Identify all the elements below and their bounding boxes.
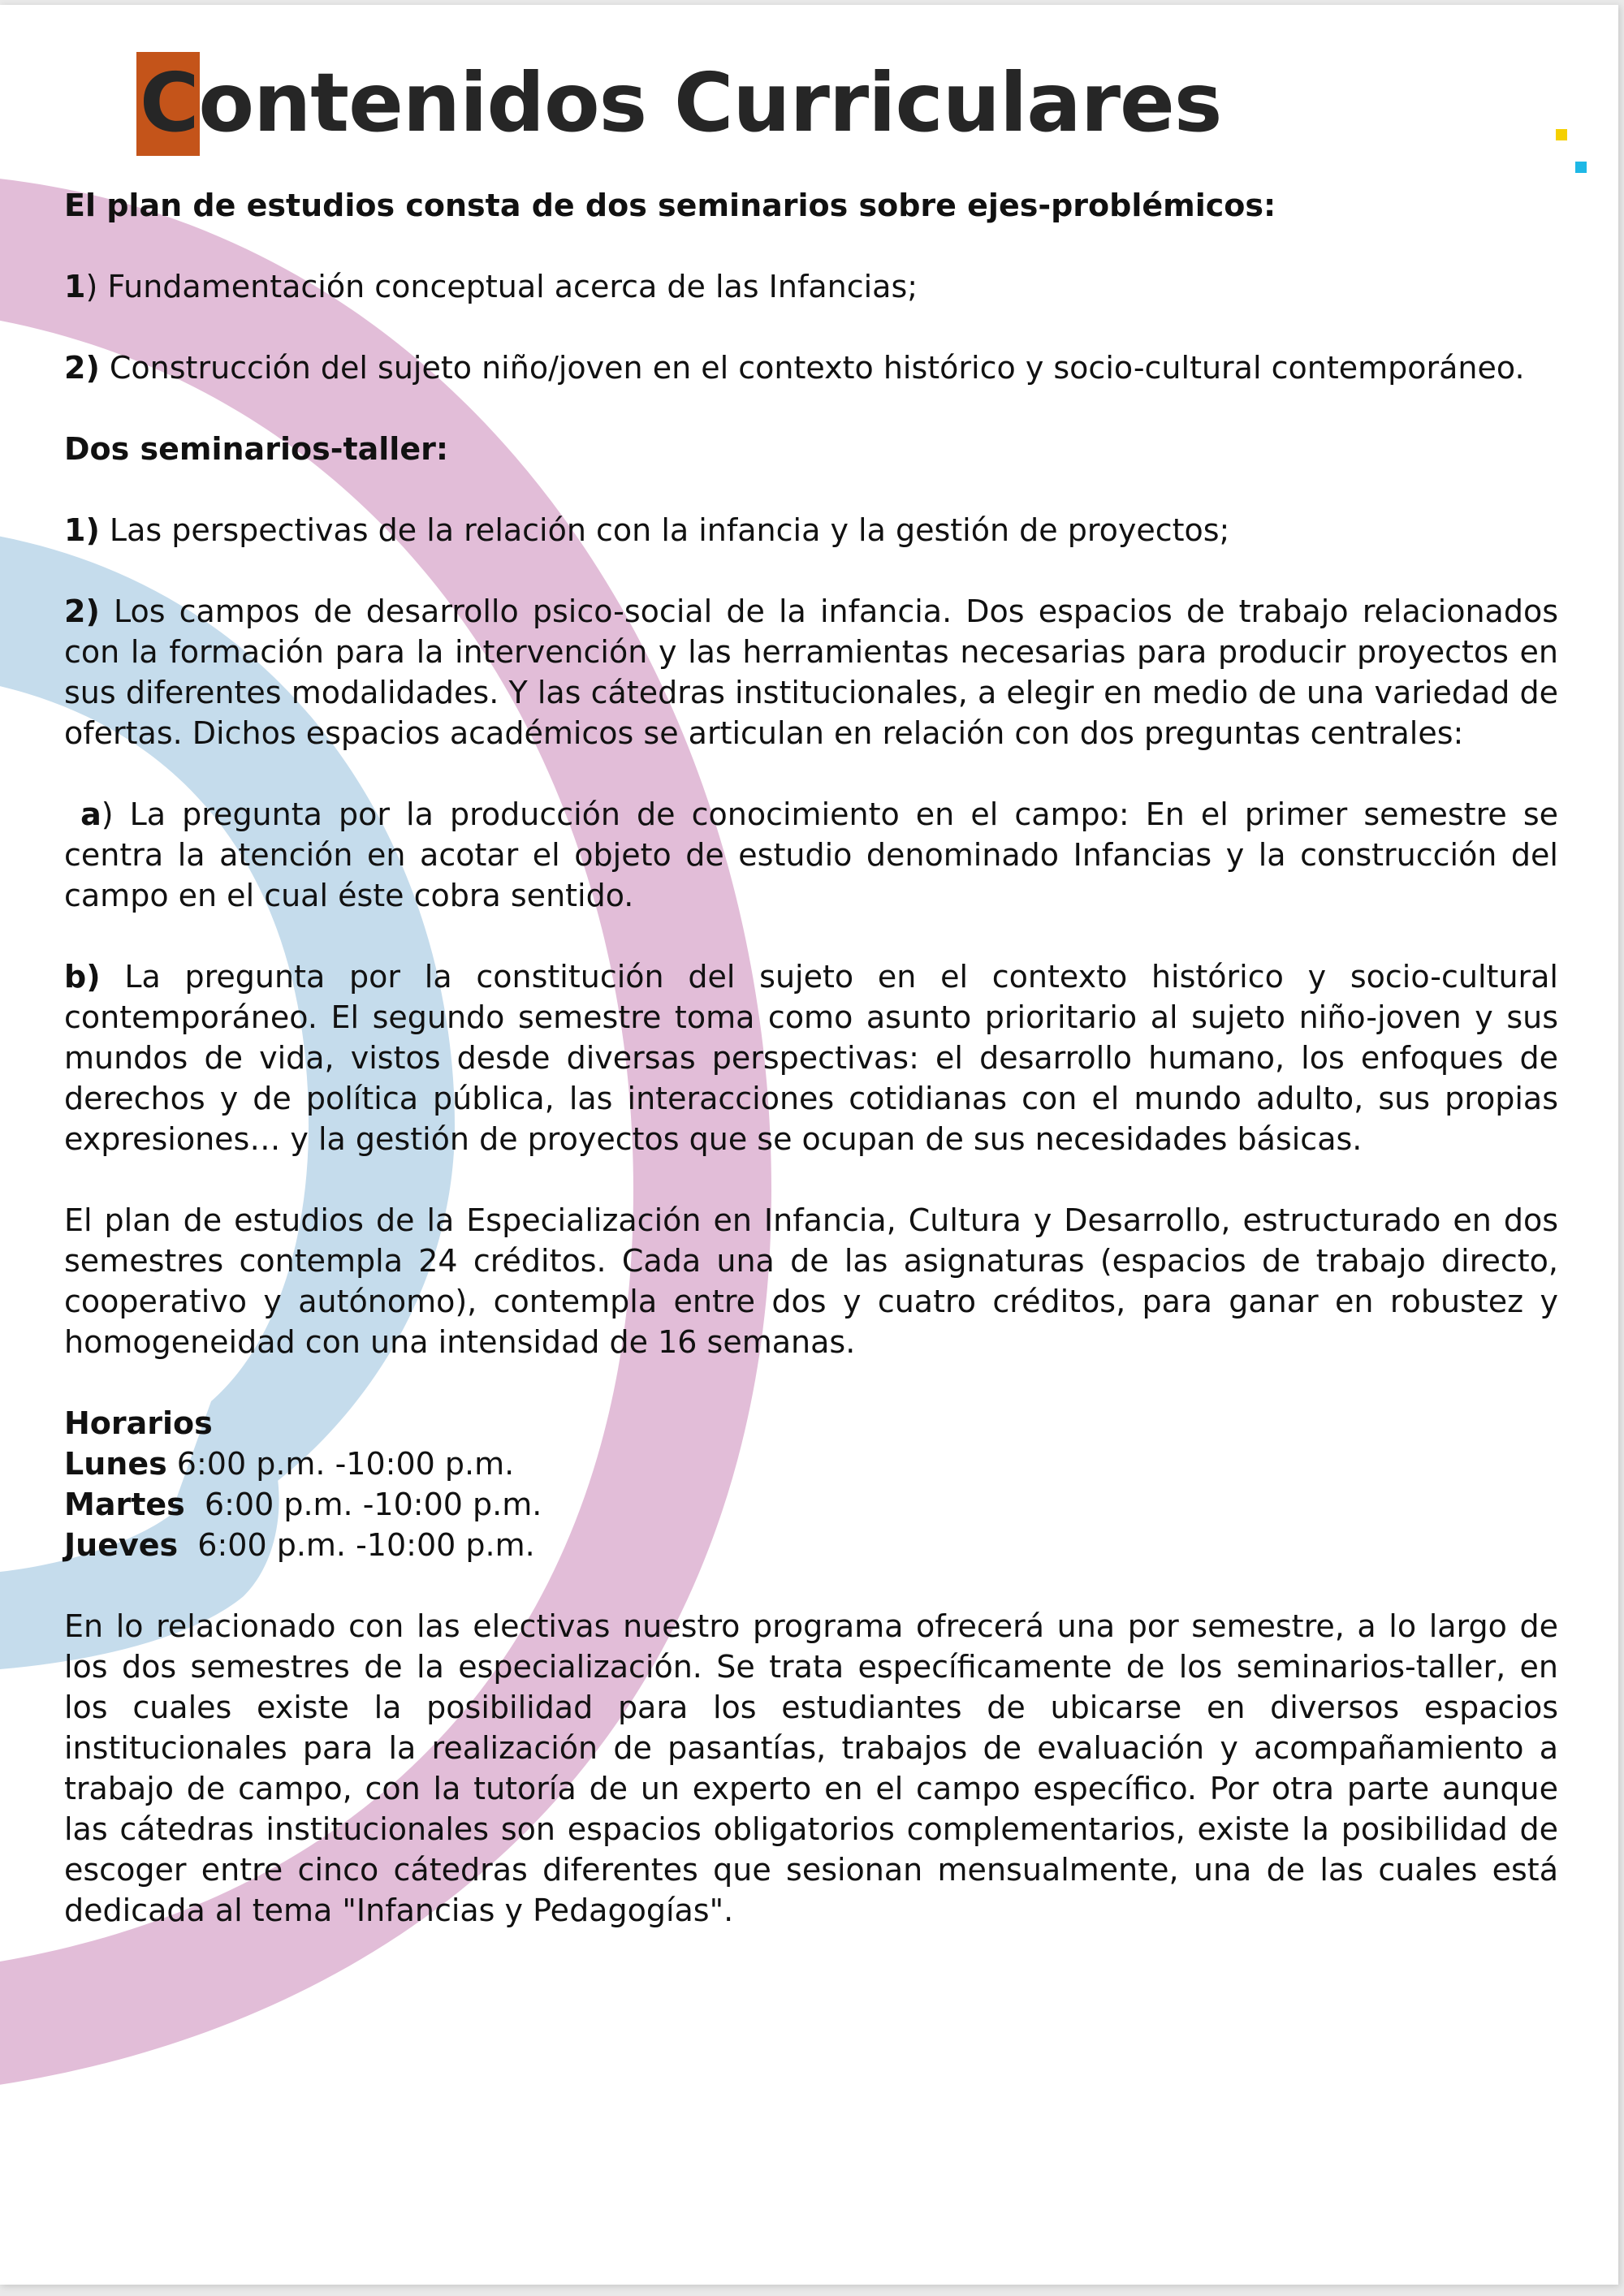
pregunta-item-b bbox=[64, 956, 1558, 1159]
pregunta-suffix: ) bbox=[101, 796, 114, 832]
seminario-number: 1 bbox=[64, 269, 86, 304]
horario-day: Lunes bbox=[64, 1446, 167, 1482]
taller-item-2 bbox=[64, 591, 1558, 753]
pregunta-item-a bbox=[64, 794, 1558, 916]
seminario-text: Construcción del sujeto niño/joven en el contexto histórico y socio-cultural contemporáneo. bbox=[99, 350, 1525, 386]
seminario-number: 2) bbox=[64, 350, 100, 386]
seminario-suffix: ) bbox=[85, 269, 98, 304]
taller-number: 1) bbox=[64, 512, 100, 548]
seminario-item-1 bbox=[64, 266, 1558, 307]
taller-item-1 bbox=[64, 510, 1558, 550]
taller-text: Los campos de desarrollo psico-social de la infancia. Dos espacios de trabajo relacionados con la formación para la intervención y las herramientas necesarias para producir proyectos en sus diferentes modalidades. Y las cátedras institucionales, a elegir en medio de una variedad de ofertas. Dichos espacios académicos se articulan en relación con dos preguntas centrales: bbox=[64, 593, 1558, 751]
horario-row bbox=[64, 1444, 1558, 1484]
seminario-text: Fundamentación conceptual acerca de las Infancias; bbox=[97, 269, 918, 304]
title-accent-letter: C bbox=[140, 50, 198, 156]
seminario-item-2 bbox=[64, 347, 1558, 388]
pregunta-text: La pregunta por la constitución del sujeto en el contexto histórico y socio-cultural contemporáneo. El segundo semestre toma como asunto prioritario al sujeto niño-joven y sus mundos de vida, vistos desde diversas perspectivas: el desarrollo humano, los enfoques de derechos y de política pública, las interacciones cotidianas con el mundo adulto, sus propias expresiones… y la gestión de proyectos que se ocupan de sus necesidades básicas. bbox=[64, 959, 1558, 1157]
cyan-dot bbox=[1575, 162, 1587, 173]
horario-row bbox=[64, 1525, 1558, 1565]
document-body bbox=[64, 185, 1558, 1931]
intro-text: El plan de estudios consta de dos seminarios sobre ejes-problémicos: bbox=[64, 188, 1276, 223]
taller-text: Las perspectivas de la relación con la infancia y la gestión de proyectos; bbox=[99, 512, 1230, 548]
horario-time: 6:00 p.m. -10:00 p.m. bbox=[184, 1487, 542, 1522]
horarios-heading: Horarios bbox=[64, 1405, 213, 1441]
electivas-paragraph: En lo relacionado con las electivas nuestro programa ofrecerá una por semestre, a lo largo de los dos semestres de la especialización. Se trata específicamente de los seminarios-taller, en los cuales existe la posibilidad para los estudiantes de ubicarse en diversos espacios institucionales para la realización de pasantías, trabajos de evaluación y acompañamiento a trabajo de campo, con la tutoría de un experto en el campo específico. Por otra parte aunque las cátedras institucionales son espacios obligatorios complementarios, existe la posibilidad de escoger entre cinco cátedras diferentes que sesionan mensualmente, una de las cuales está dedicada al tema "Infancias y Pedagogías". bbox=[64, 1608, 1558, 1928]
horario-row bbox=[64, 1484, 1558, 1525]
pregunta-letter: b) bbox=[64, 959, 101, 995]
horario-time: 6:00 p.m. -10:00 p.m. bbox=[166, 1446, 515, 1482]
title-rest: ontenidos Curriculares bbox=[198, 55, 1222, 150]
horario-time: 6:00 p.m. -10:00 p.m. bbox=[178, 1527, 535, 1563]
horario-day: Martes bbox=[64, 1487, 185, 1522]
pregunta-letter: a bbox=[80, 796, 102, 832]
plan-paragraph: El plan de estudios de la Especialización en Infancia, Cultura y Desarrollo, estructurado en dos semestres contempla 24 créditos. Cada una de las asignaturas (espacios de trabajo directo, cooperativo y autónomo), contempla entre dos y cuatro créditos, para ganar en robustez y homogeneidad con una intensidad de 16 semanas. bbox=[64, 1202, 1558, 1360]
pregunta-text: La pregunta por la producción de conocimiento en el campo: En el primer semestre se centra la atención en acotar el objeto de estudio denominado Infancias y la construcción del campo en el cual éste cobra sentido. bbox=[64, 796, 1558, 913]
page-title bbox=[140, 50, 1221, 156]
horario-day: Jueves bbox=[64, 1527, 179, 1563]
taller-heading: Dos seminarios-taller: bbox=[64, 431, 449, 467]
document-page bbox=[0, 5, 1618, 2285]
taller-number: 2) bbox=[64, 593, 100, 629]
yellow-dot bbox=[1556, 129, 1567, 140]
